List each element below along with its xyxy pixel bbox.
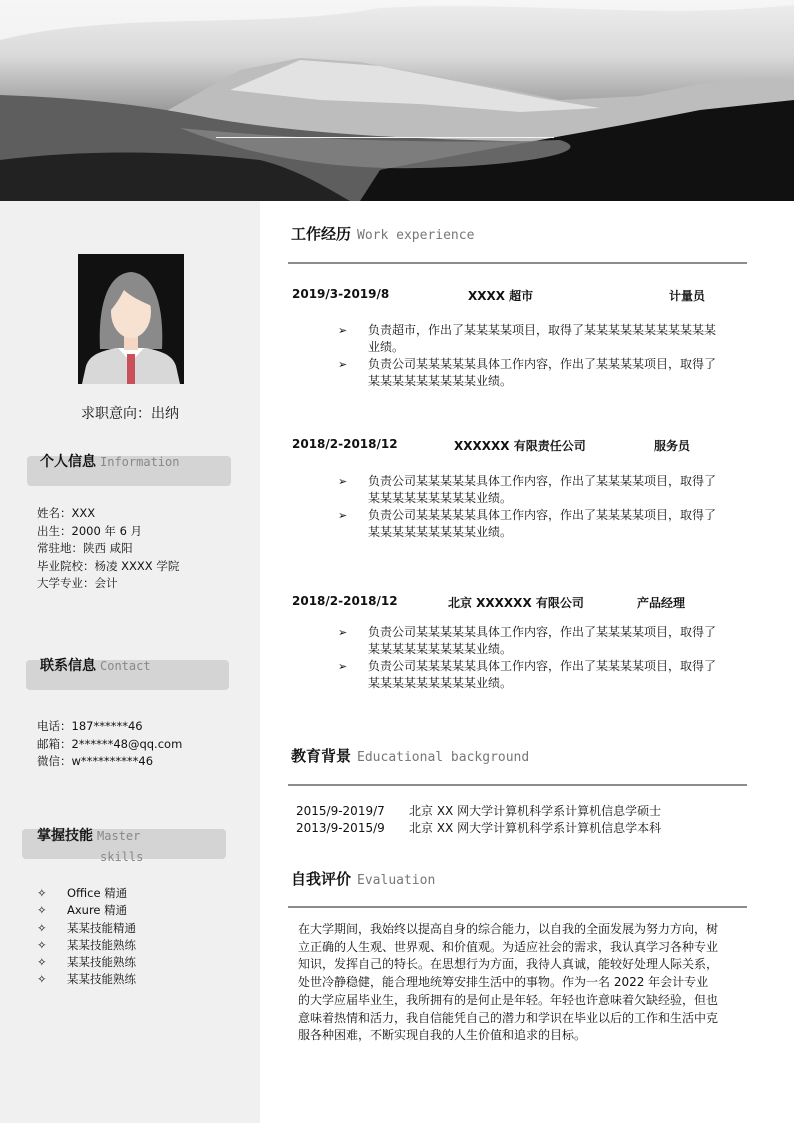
education-row: 2013/9-2015/9 北京 XX 网大学计算机科学系计算机信息学本科 — [296, 821, 662, 835]
job-2-header — [292, 437, 732, 453]
work-title-en: Work experience — [357, 228, 475, 243]
contact-heading — [40, 655, 151, 675]
banner-divider — [216, 137, 554, 138]
job-position: 计量员 — [669, 289, 706, 303]
arrow-bullet-icon: ➢ — [338, 475, 348, 488]
evaluation-title: 自我评价 — [291, 870, 352, 888]
info-residence: 常驻地：陕西 咸阳 — [37, 541, 133, 555]
contact-email: 邮箱：2******48@qq.com — [37, 736, 183, 751]
evaluation-heading — [291, 868, 435, 889]
skill-item: ✧ 某某技能熟练 — [37, 971, 136, 988]
mountain-landscape — [0, 0, 794, 201]
skills-heading-line2 — [100, 846, 143, 865]
diamond-bullet-icon: ✧ — [37, 937, 47, 952]
personal-info-list — [37, 505, 179, 593]
job-position: 服务员 — [654, 439, 691, 453]
skill-item: ✧ 某某技能精通 — [37, 920, 136, 937]
job-3-duty-2: ➢ 负责公司某某某某某具体工作内容，作出了某某某某项目，取得了某某某某某某某某某业绩。 — [338, 659, 717, 690]
evaluation-divider — [288, 906, 747, 908]
skill-item: ✧ 某某技能熟练 — [37, 937, 136, 954]
skill-item: ✧ Axure 精通 — [37, 902, 136, 919]
header-banner — [0, 0, 794, 201]
contact-title-en: Contact — [100, 659, 151, 673]
diamond-bullet-icon: ✧ — [37, 972, 47, 987]
contact-wechat: 微信：w**********46 — [37, 754, 154, 768]
diamond-bullet-icon: ✧ — [37, 920, 47, 935]
job-date: 2018/2-2018/12 — [292, 437, 398, 451]
job-2-duty-2: ➢ 负责公司某某某某某具体工作内容，作出了某某某某项目，取得了某某某某某某某某某业绩。 — [338, 508, 717, 539]
info-school: 毕业院校：杨凌 XXXX 学院 — [37, 558, 180, 573]
work-title: 工作经历 — [291, 225, 352, 243]
personal-info-title-en: Information — [100, 455, 180, 469]
job-1-duty-1: ➢ 负责超市，作出了某某某某项目，取得了某某某某某某某某某某某业绩。 — [338, 323, 717, 354]
diamond-bullet-icon: ✧ — [37, 955, 47, 970]
arrow-bullet-icon: ➢ — [338, 324, 348, 337]
diamond-bullet-icon: ✧ — [37, 903, 47, 918]
arrow-bullet-icon: ➢ — [338, 509, 348, 522]
job-1-duty-2: ➢ 负责公司某某某某某具体工作内容，作出了某某某某项目，取得了某某某某某某某某某业绩。 — [338, 357, 717, 388]
info-major: 大学专业：会计 — [37, 576, 118, 590]
job-1-header — [292, 287, 732, 303]
work-divider — [288, 262, 747, 264]
education-title: 教育背景 — [291, 747, 352, 765]
education-divider — [288, 784, 747, 786]
evaluation-text: 在大学期间，我始终以提高自身的综合能力，以自我的全面发展为努力方向，树立正确的人生观、世界观、和价值观。为适应社会的需求，我认真学习各种专业知识，发挥自己的特长。在思想行为方面，我待人真诚，能较好处理人际关系，处世冷静稳健，能合理地统筹安排生活中的事物。作为一名 2022 年会计专业的大学应届毕业生，我所拥有的是何止是年轻。年轻也许意味着欠缺经验，但也意味着热情和活力，我自信能凭自己的潜力和学识在毕业以后的工作和生活中克服各种困难，不断实现自我的人生价值和追求的目标。 — [298, 922, 719, 1043]
skills-title: 掌握技能 — [37, 828, 93, 844]
evaluation-title-en: Evaluation — [357, 873, 436, 888]
job-date: 2018/2-2018/12 — [292, 594, 398, 608]
education-title-en: Educational background — [357, 750, 530, 765]
skill-item: ✧ 某某技能熟练 — [37, 954, 136, 971]
job-company: 北京 XXXXXX 有限公司 — [448, 596, 584, 610]
personal-info-title: 个人信息 — [40, 454, 96, 470]
arrow-bullet-icon: ➢ — [338, 358, 348, 371]
info-birth: 出生：2000 年 6 月 — [37, 523, 143, 538]
arrow-bullet-icon: ➢ — [338, 660, 348, 673]
diamond-bullet-icon: ✧ — [37, 886, 47, 900]
info-name: 姓名：XXX — [37, 506, 96, 520]
contact-list — [37, 718, 182, 771]
job-company: XXXX 超市 — [468, 289, 534, 303]
education-heading — [291, 745, 529, 766]
job-2-duty-1: ➢ 负责公司某某某某某具体工作内容，作出了某某某某项目，取得了某某某某某某某某某业绩。 — [338, 474, 717, 505]
contact-phone: 电话：187******46 — [37, 719, 143, 733]
education-row: 2015/9-2019/7 北京 XX 网大学计算机科学系计算机信息学硕士 — [296, 804, 662, 818]
job-3-header — [292, 594, 732, 610]
job-3-duty-1: ➢ 负责公司某某某某某具体工作内容，作出了某某某某项目，取得了某某某某某某某某某业绩。 — [338, 625, 717, 656]
job-date: 2019/3-2019/8 — [292, 287, 390, 301]
work-heading — [291, 223, 474, 244]
skills-title-en-2: skills — [100, 850, 144, 864]
contact-title: 联系信息 — [40, 658, 96, 674]
personal-info-heading — [40, 451, 179, 471]
job-company: XXXXXX 有限责任公司 — [454, 439, 586, 453]
avatar-icon — [78, 254, 184, 384]
skill-item: ✧ Office 精通 — [37, 885, 136, 902]
skills-heading — [37, 825, 140, 845]
skills-title-en: Master — [97, 829, 141, 843]
profile-photo — [78, 254, 184, 384]
arrow-bullet-icon: ➢ — [338, 626, 348, 639]
education-list — [296, 803, 661, 837]
skills-list — [37, 885, 136, 989]
job-objective: 求职意向：出纳 — [81, 406, 179, 422]
job-position: 产品经理 — [637, 596, 686, 610]
